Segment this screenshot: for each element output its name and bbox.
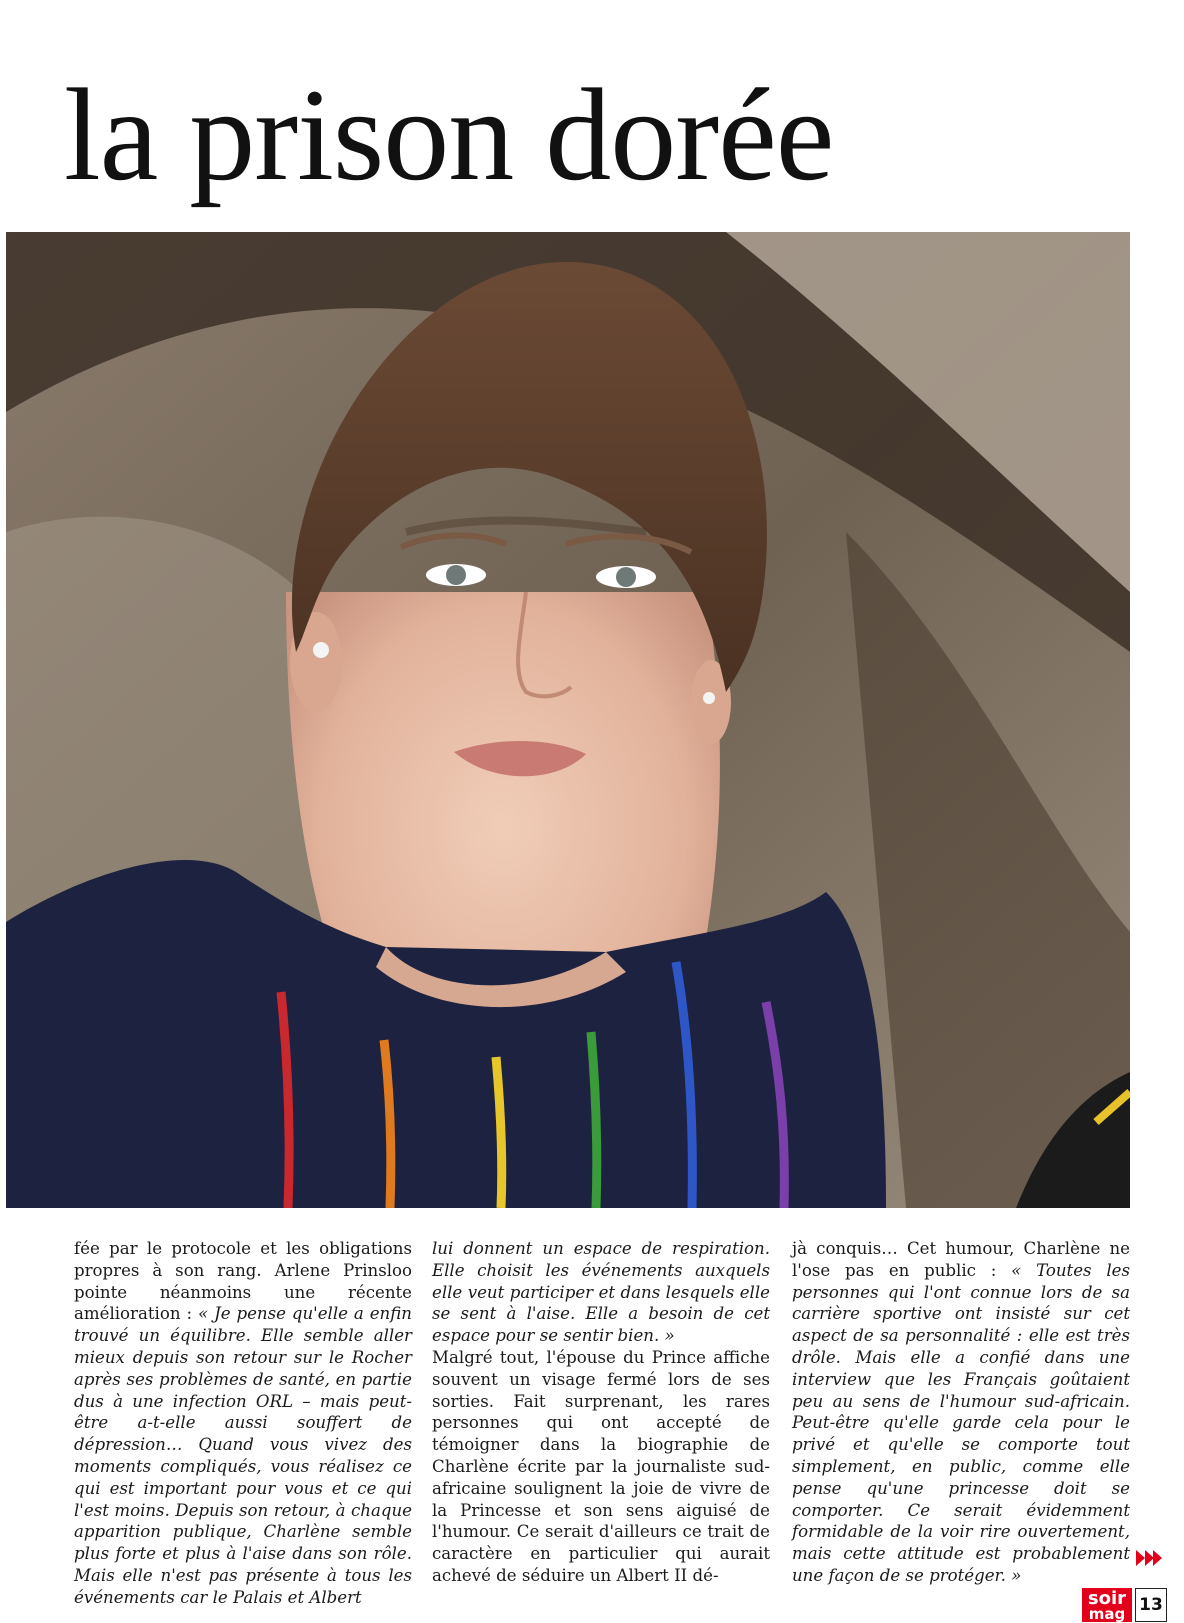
portrait-illustration — [6, 232, 1130, 1208]
column-1-quote: « Je pense qu'elle a enfin trouvé un équilibre. Elle semble aller mieux depuis son retour sur le Rocher après ses problèmes de santé, en partie dus à une infection ORL – mais peut-être a-t-elle aussi souffert de dépression… Quand vous vivez des moments compliqués, vous réalisez ce qui est important pour vous et ce qui l'est moins. Depuis son retour, à chaque apparition publique, Charlène semble plus forte et plus à l'aise dans son rôle. Mais elle n'est pas présente à tous les événements car le Palais et Albert — [74, 1304, 412, 1607]
portrait-photo — [6, 232, 1130, 1208]
column-2-quote: lui donnent un espace de respiration. Elle choisit les événements auxquels elle veut participer et dans lesquels elle se sent à l'aise. Elle a besoin de cet espace pour se sentir bien. » — [432, 1239, 770, 1346]
logo-line-1: soir — [1087, 1588, 1127, 1609]
column-1-text: fée par le protocole et les obligations propres à son rang. Arlene Prinsloo pointe néanmoins une récente amélioration : — [74, 1239, 412, 1324]
logo-line-2: mag — [1088, 1605, 1126, 1623]
column-1-paragraph — [74, 1238, 412, 1609]
column-3-text: jà conquis… Cet humour, Charlène ne l'ose pas en public : — [792, 1239, 1130, 1280]
column-3-quote: « Toutes les personnes qui l'ont connue lors de sa carrière sportive ont insisté sur cet aspect de sa personnalité : elle est très drôle. Mais elle a confié dans une interview que les Français goûtaient peu au sens de l'humour sud-africain. Peut-être qu'elle garde cela pour le privé et qu'elle se comporte tout simplement, en public, comme elle pense qu'une princesse doit se comporter. Ce serait évidemment formidable de la voir rire ouvertement, mais cette attitude est probablement une façon de se protéger. » — [792, 1260, 1130, 1585]
continue-arrow-icon — [1136, 1550, 1162, 1566]
text-column-3 — [792, 1238, 1130, 1587]
column-3-paragraph — [792, 1238, 1130, 1587]
column-2-paragraph: Malgré tout, l'épouse du Prince affiche souvent un visage fermé lors de ses sorties. Fait surprenant, les rares personnes qui ont accepté de témoigner dans la biographie de Charlène écrite par la journaliste sud-africaine soulignent la joie de vivre de la Princesse et son sens aiguisé de l'humour. Ce serait d'ailleurs ce trait de caractère en particulier qui aurait achevé de séduire un Albert II dé- — [432, 1347, 770, 1585]
text-column-2 — [432, 1238, 770, 1587]
soir-mag-logo — [1082, 1588, 1132, 1622]
text-column-1 — [74, 1238, 412, 1609]
article-headline: la prison dorée — [64, 61, 834, 208]
page-number: 13 — [1135, 1588, 1167, 1622]
